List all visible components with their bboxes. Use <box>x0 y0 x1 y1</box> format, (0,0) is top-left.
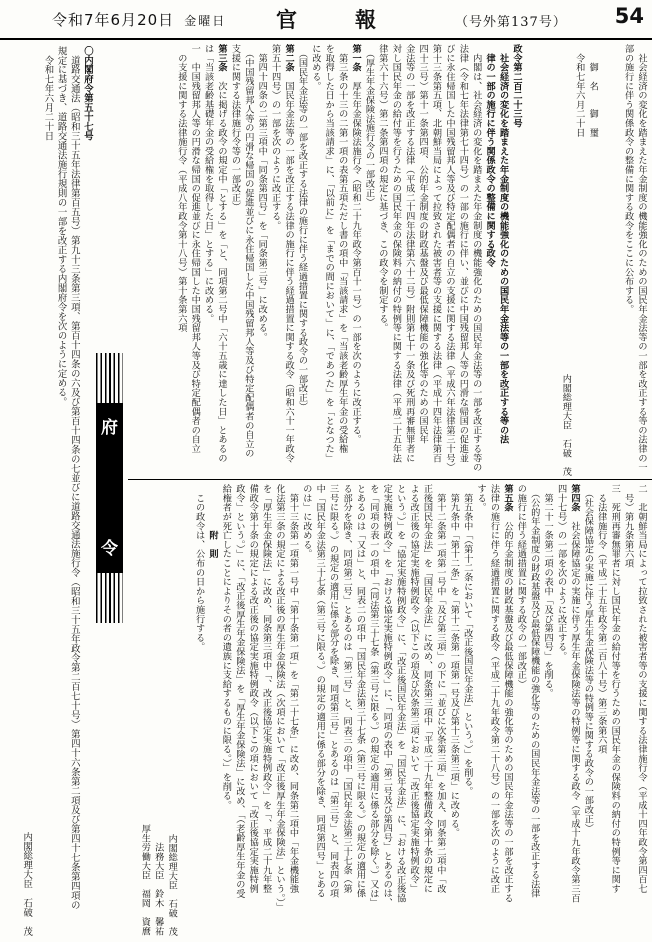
cabinet-order-text-column: を「厚生年金保険法」に改め、同条第三項中「、改正後協定実施特例政令」を「、平成二十九年整 <box>260 484 272 894</box>
cabinet-order-text-column: 律第六十六号）第二条第四項の規定に基づき、この政令を制定する。 <box>376 44 388 333</box>
issue-weekday: 金曜日 <box>184 14 227 28</box>
cabinet-order-text-column: 三 死刑再審無罪者に対し国民年金の給付等を行うための国民年金の保険料の納付の特例等に関す <box>609 484 621 894</box>
ordinance-text-column: 令和七年六月二十日 <box>42 46 54 141</box>
cabinet-order-text-column: 号）第九条第六項 <box>622 484 634 568</box>
page-header <box>0 0 652 38</box>
cabinet-order-text-column: る部分を除き、同項第二号」とあるのは「第二号」と、同表三の項中「国民年金法第三十七条（第 <box>341 484 353 894</box>
cabinet-order-text-column: （社会保障協定の実施に伴う厚生年金保険法等の特例等に関する政令の一部改正） <box>582 484 594 833</box>
cabinet-order-text-column: 第三条 次に掲げる政令の規定中「とする」を「と、同項第二号中「六十五歳に達した日」とあるの <box>216 44 228 463</box>
cabinet-order-text-column: に改める。 <box>309 44 321 91</box>
issue-date: 令和7年6月20日 金曜日 <box>52 11 227 29</box>
cabinet-order-text-column: とあるのは「又は」と、同表二の項中「国民年金法第三十七条（第三号に限る。）の規定の適用に係 <box>354 484 366 898</box>
cabinet-order-text-column: 附 則 <box>207 484 218 559</box>
cabinet-order-text-column: 第十三条第一項第一号中「第十条第一項」を「第二十七条」に改め、同条第二項中「年金機能強 <box>287 484 299 894</box>
cabinet-order-text-column: という。）」を「協定実施特例政令」に、「改正後国民年金法」を「国民年金法」に、「おける改正後協 <box>394 484 406 903</box>
cabinet-order-text-column: 法律（令和七年法律第七十四号）の一部の施行に伴い、並びに中国残留邦人等の円滑な帰国の促進並 <box>457 44 469 463</box>
ordinance-text-column: 規定に基づき、道路交通法施行規則の一部を改正する内閣府令を次のように定める。 <box>55 46 67 407</box>
cabinet-order-text-column: 第三条の十三の二第一項の表第五項ただし書の項中「当該請求」を「当該老齢厚生年金の受給権 <box>336 44 348 454</box>
cabinet-order-text-column: （厚生年金保険法施行令の一部改正） <box>363 44 375 207</box>
ordinance-text-column: 〇内閣府令第五十七号 <box>82 46 93 141</box>
cabinet-order-text-column: 定実施特例政令」を「おける協定実施特例政令」に、「同項の表中「第二号及び第四号」とあるのは、 <box>381 484 393 908</box>
issue-number: （号外第137号） <box>455 15 567 30</box>
cabinet-order-text-column: 対し国民年金の給付等を行うための国民年金の保険料の納付の特例等に関する法律（平成二十五年法 <box>390 44 402 463</box>
cabinet-order-text-column: は「当該老齢基礎年金の受給権を取得した日」とする」に改める。 <box>202 44 214 323</box>
cabinet-order-text-column: を「同項の表一の項中「（同法第三十七条（第三号に限る。）の規定の適用に係る部分を除く。）又は」 <box>367 484 379 908</box>
cabinet-order-text-column: 政令」という。）」に、「改正後厚生年金保険法」を「厚生年金保険法」に改め、「（老齢厚生年金の受 <box>233 484 245 899</box>
cabinet-order-text-column: 第二条 国民年金法等の一部を改正する法律の施行に伴う経過措置に関する政令（昭和六十一年政令 <box>283 44 295 463</box>
cabinet-order-text-column: 二 北朝鮮当局によって拉致された被害者等の支援に関する法律施行令（平成十四年政令第四百七 <box>636 484 647 894</box>
band-divider-rule <box>128 479 652 480</box>
cabinet-order-text-column: 御 名 御 璽 <box>587 44 599 137</box>
cabinet-order-text-column: 化法第三条の規定による改正後の厚生年金保険法（次項において「改正後厚生年金保険法」という。）」 <box>274 484 286 912</box>
ministerial-ordinance-section <box>16 46 94 936</box>
cabinet-order-text-column: （中国残留邦人等の円滑な帰国の促進並びに永住帰国した中国残留邦人等及び特定配偶者の自立の <box>242 44 254 458</box>
cabinet-order-text-column: る法律施行令（平成二十五年政令第二百八十号）第三条第六項 <box>595 484 607 754</box>
cabinet-order-text-column: の施行に伴う経過措置に関する政令の一部改正） <box>515 484 527 689</box>
cabinet-order-text-column: 四十三号）第十一条第四項、公的年金制度の財政基盤及び最低保障機能の強化等のための国民年 <box>417 44 429 444</box>
cabinet-order-text-column: する。 <box>475 484 487 512</box>
furei-section-divider <box>96 353 123 623</box>
cabinet-order-text-column: 社会経済の変化を踏まえた年金制度の機能強化のための国民年金法等の一部を改正する等の法律の一 <box>636 44 647 472</box>
cabinet-order-text-column: 第五条 公的年金制度の財政基盤及び最低保障機能の強化等のための国民年金法等の一部を改正する <box>501 484 513 903</box>
cabinet-order-text-column: 法務大臣 鈴木 馨祐 <box>152 824 164 936</box>
cabinet-order-text-column: 正後国民年金法」を「国民年金法」に改め、同条第三項中「平成二十九年整備政令第十条の規定に <box>421 484 433 894</box>
cabinet-order-top-band <box>128 44 648 476</box>
ordinance-text-column: 道路交通法（昭和三十五年法律第百五号）第九十三条第三項、第百十四条の六及び第百十四条の七並びに道路交通法施行令（昭和三十五年政令第二百七十号）第四十六条第二項及び第四十七条第四項の <box>68 46 80 910</box>
cabinet-order-text-column: この政令は、公布の日から施行する。 <box>193 484 205 652</box>
cabinet-order-text-column: 第四十四条の二第三項中「同条第四号」を「同条第三号」に改める。 <box>256 44 268 342</box>
cabinet-order-text-column: 厚生労働大臣 福岡 資麿 <box>139 824 151 936</box>
cabinet-order-text-column: のは」に改める。 <box>300 484 312 559</box>
cabinet-order-text-column: 第十三条第五項、北朝鮮当局によって拉致された被害者等の支援に関する法律（平成十四年法律第百 <box>430 44 442 463</box>
cabinet-order-text-column: 金法等の一部を改正する法律（平成二十四年法律第六十二号）附則第七十一条及び死刑再審無罪者に <box>403 44 415 463</box>
cabinet-order-text-column: 政令第二百二十三号 <box>510 44 522 128</box>
cabinet-order-text-column: びに永住帰国した中国残留邦人等及び特定配偶者の自立の支援に関する法律（平成六年法律第三十号） <box>443 44 455 472</box>
cabinet-order-text-column: 第四条 社会保障協定の実施に伴う厚生年金保険法等の特例等に関する政令（平成十九年政令第三百 <box>568 484 580 903</box>
cabinet-order-text-column: 第二十一条第二項の表中「及び第四号」を削る。 <box>542 484 554 698</box>
cabinet-order-text-column: 支援に関する法律施行令等の一部改正） <box>229 44 241 212</box>
cabinet-order-text-column: 第一条 厚生年金保険法施行令（昭和二十九年政令第百十一号）の一部を次のように改正する。 <box>350 44 362 444</box>
cabinet-order-text-column: 中「国民年金法第三十七条（第三号に限る。）の規定の適用に係る部分を除き、同項第四号」とある <box>314 484 326 898</box>
page-number: 54 <box>614 4 644 28</box>
cabinet-order-text-column: （公的年金制度の財政基盤及び最低保障機能の強化等のための国民年金法等の一部を改正する法律 <box>528 484 540 898</box>
cabinet-order-text-column: 社会経済の変化を踏まえた年金制度の機能強化のための国民年金法等の一部を改正する等の法 <box>497 44 509 444</box>
cabinet-order-text-column: 第五条中「（第十二条において「改正後国民年金法」という。）」を削る。 <box>461 484 473 796</box>
cabinet-order-text-column: の支援に関する法律施行令（平成八年政令第十八号）第十条第六項 <box>175 44 187 333</box>
furei-label-bottom: 令 <box>101 539 118 559</box>
header-rule <box>0 38 652 40</box>
cabinet-order-text-column: 給権者が死亡したことによりその者の遺族に支給するものに限る。）」を削る。 <box>220 484 232 810</box>
cabinet-order-text-column: 部の施行に伴う関係政令の整備に関する政令をここに公布する。 <box>622 44 634 314</box>
cabinet-order-text-column: 四十七号）の一部を次のように改正する。 <box>555 484 567 661</box>
furei-label-box <box>96 403 123 573</box>
cabinet-order-text-column: 第五十四号）の一部を次のように改正する。 <box>269 44 281 230</box>
cabinet-order-text-column: 律の一部の施行に伴う関係政令の整備に関する政令 <box>484 44 496 268</box>
furei-label-top: 府 <box>101 418 118 438</box>
ordinance-text-column: 内閣総理大臣 石破 茂 <box>21 831 33 936</box>
cabinet-order-text-column: （国民年金法等の一部を改正する法律の施行に伴う経過措置に関する政令の一部改正） <box>296 44 308 412</box>
cabinet-order-text-column: 一 中国残留邦人等の円滑な帰国の促進並びに永住帰国した中国残留邦人等及び特定配偶者の自立 <box>189 44 201 454</box>
cabinet-order-text-column: 令和七年六月二十日 <box>573 44 585 137</box>
cabinet-order-text-column: 三号に限る。）の規定の適用に係る部分を除き、同項第三号」とあるのは「第三号」と、同表四の項 <box>327 484 339 898</box>
cabinet-order-bottom-band <box>128 484 648 936</box>
cabinet-order-text-column: 内閣は、社会経済の変化を踏まえた年金制度の機能強化のための国民年金法等の一部を改正する等の <box>470 44 482 472</box>
cabinet-order-text-column: 内閣総理大臣 石破 茂 <box>560 373 572 476</box>
cabinet-order-text-column: 第十二条第一項第一号中「及び第三項」の下に「並びに次条第三項」を加え、同条第二項中「改 <box>434 484 446 894</box>
cabinet-order-text-column: よる改正後の協定実施特例政令（以下この項及び次条第三項において「改正後協定実施特例政令」 <box>408 484 420 894</box>
cabinet-order-text-column: 第九条中「第十二条」を「第十二条第一項第一号及び第十三条第三項」に改める。 <box>448 484 460 838</box>
cabinet-order-text-column: を取得した日から当該請求」に、「以前に」を「までの間において」に、「であつた」を「となつた」 <box>323 44 335 463</box>
divider-stripes-top <box>96 353 123 403</box>
gazette-title: 官報 <box>276 7 434 32</box>
cabinet-order-text-column: 備政令第十条の規定による改正後の協定実施特例政令（以下この項において「改正後協定実施特例 <box>247 484 259 894</box>
cabinet-order-text-column: 内閣総理大臣 石破 茂 <box>166 833 178 936</box>
divider-stripes-bottom <box>96 573 123 623</box>
cabinet-order-text-column: 法律の施行に伴う経過措置に関する政令（平成二十九年政令第二十八号）の一部を次のように改正 <box>488 484 500 894</box>
